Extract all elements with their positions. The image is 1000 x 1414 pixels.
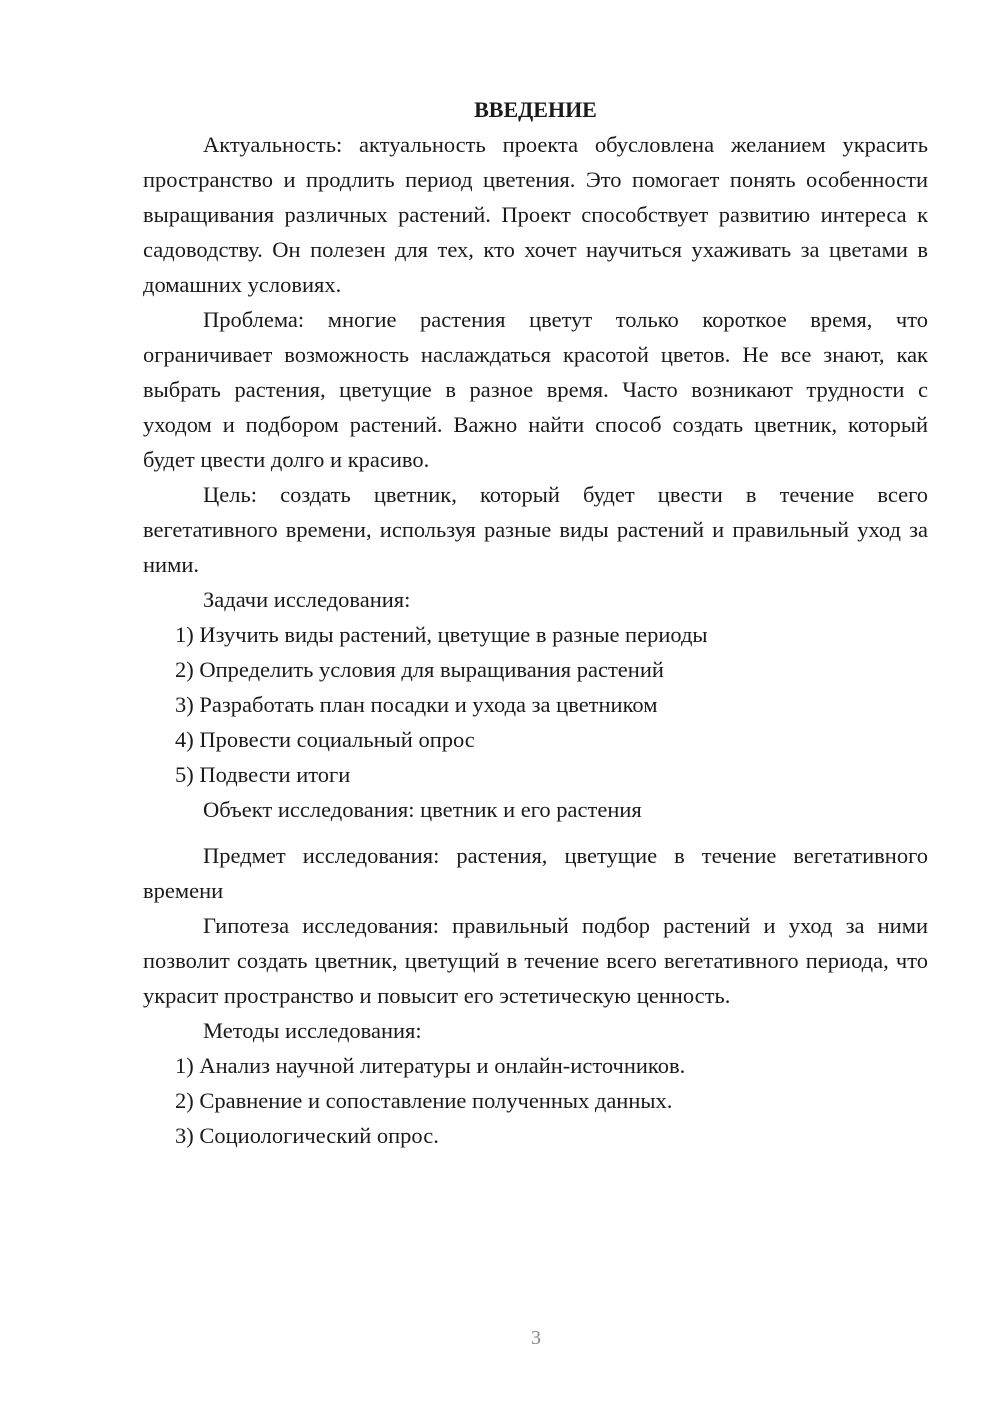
goal-paragraph: Цель: создать цветник, который будет цвести в течение всего вегетативного времени, используя разные виды растений и правильный уход за ними. [143, 482, 928, 577]
method-item: 2) Сравнение и сопоставление полученных данных. [175, 1088, 673, 1113]
hypothesis-paragraph: Гипотеза исследования: правильный подбор растений и уход за ними позволит создать цветник, цветущий в течение всего вегетативного периода, что украсит пространство и повысит его эстетическую ценность. [143, 913, 928, 1008]
methods-label: Методы исследования: [203, 1018, 422, 1043]
task-item: 2) Определить условия для выращивания растений [175, 657, 664, 682]
task-item: 5) Подвести итоги [175, 762, 351, 787]
method-item: 1) Анализ научной литературы и онлайн-источников. [175, 1053, 686, 1078]
task-item: 1) Изучить виды растений, цветущие в разные периоды [175, 622, 708, 647]
page-number: 3 [531, 1327, 541, 1349]
section-heading: ВВЕДЕНИЕ [474, 97, 597, 122]
tasks-label: Задачи исследования: [203, 587, 411, 612]
subject-paragraph: Предмет исследования: растения, цветущие в течение вегетативного времени [143, 843, 928, 903]
problem-paragraph: Проблема: многие растения цветут только короткое время, что ограничивает возможность наслаждаться красотой цветов. Не все знают, как выбрать растения, цветущие в разное время. Часто возникают трудности с уходом и подбором растений. Важно найти способ создать цветник, который будет цвести долго и красиво. [143, 307, 928, 472]
relevance-paragraph: Актуальность: актуальность проекта обусловлена желанием украсить пространство и продлить период цветения. Это помогает понять особенности выращивания различных растений. Проект способствует развитию интереса к садоводству. Он полезен для тех, кто хочет научиться ухаживать за цветами в домашних условиях. [143, 132, 928, 297]
task-item: 3) Разработать план посадки и ухода за цветником [175, 692, 658, 717]
object-paragraph: Объект исследования: цветник и его растения [203, 797, 642, 822]
method-item: 3) Социологический опрос. [175, 1123, 439, 1148]
task-item: 4) Провести социальный опрос [175, 727, 475, 752]
document-page [143, 92, 928, 1153]
